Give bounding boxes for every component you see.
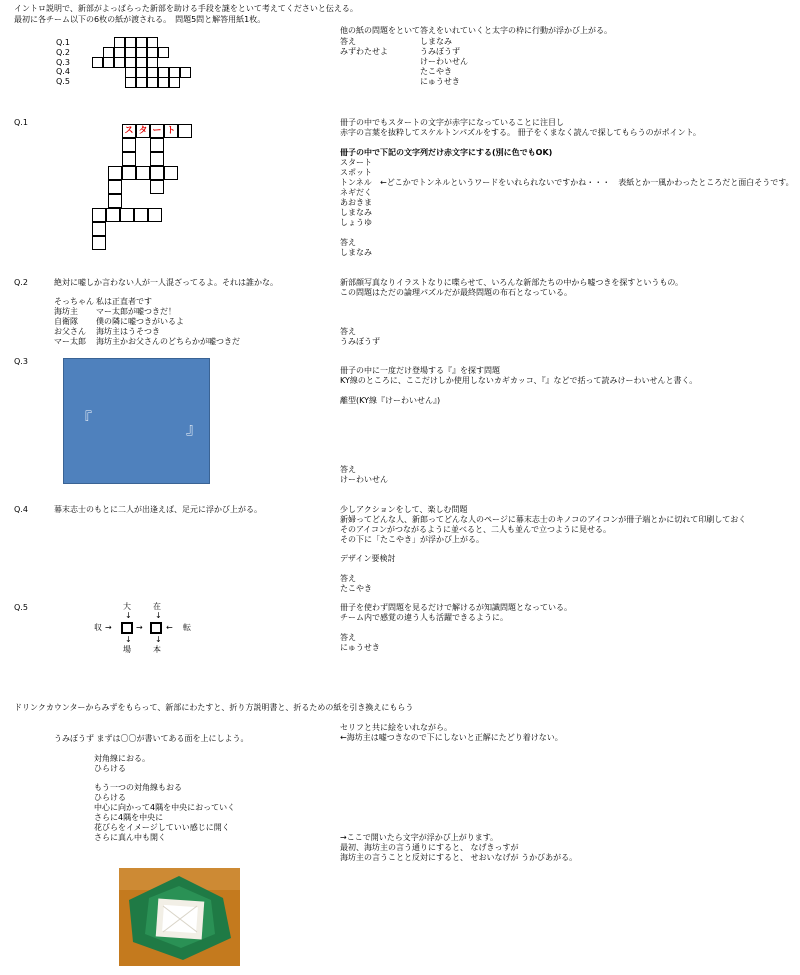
grid-cell <box>136 166 150 180</box>
arrow-right-icon: → <box>105 623 112 632</box>
grid-cell <box>158 77 169 88</box>
q1-word: スタート <box>340 158 372 167</box>
q2-speaker: 海坊主 <box>54 307 78 316</box>
mizuwataseru: みずわたせよ <box>340 47 388 56</box>
answer-sheet-label: Q.2 <box>56 48 70 57</box>
arrow-right-icon: → <box>136 623 143 632</box>
kanji-left: 収 <box>94 623 102 632</box>
grid-cell <box>122 152 136 166</box>
q2-speaker: 自衛隊 <box>54 317 78 326</box>
q4-desc: 新婦ってどんな人、新郎ってどんな人のページに幕末志士のキノコのアイコンが冊子端とかに切れて印刷しておく <box>340 515 747 524</box>
grid-cell <box>158 47 169 58</box>
q2-statement: 海坊主はうそつき <box>96 327 160 336</box>
q2-label: Q.2 <box>14 278 28 287</box>
answer-item: うみぼうず <box>420 47 460 56</box>
q3-answer: けーわいせん <box>340 475 388 484</box>
q3-desc: 離型(KY線『けーわいせん』) <box>340 396 441 405</box>
grid-cell <box>122 138 136 152</box>
answer-item: たこやき <box>420 67 452 76</box>
grid-cell <box>108 166 122 180</box>
q4-desc: その下に「たこやき」が浮かび上がる。 <box>340 535 484 544</box>
q1-word: あおきま <box>340 198 372 207</box>
q4-question: 幕末志士のもとに二人が出逢えば、足元に浮かび上がる。 <box>54 505 262 514</box>
grid-cell <box>108 194 122 208</box>
answer-item: しまなみ <box>420 37 452 46</box>
answer-item: にゅうせき <box>420 77 460 86</box>
q2-speaker: お父さん <box>54 327 86 336</box>
answer-sheet-label: Q.3 <box>56 58 70 67</box>
grid-cell <box>136 77 147 88</box>
q2-desc: 新部顔写真なりイラストなりに喋らせて、いろんな新部たちの中から嘘つきを探すというもの。 <box>340 278 684 287</box>
grid-cell <box>148 208 162 222</box>
drink-right-note: →ここで開いたら文字が浮かび上がります。 <box>340 833 499 842</box>
grid-cell <box>92 57 103 68</box>
origami-step: 花びらをイメージしていい感じに開く <box>94 823 230 832</box>
q1-bold-line: 冊子の中で下記の文字列だけ赤文字にする(別に色でもOK) <box>340 148 553 157</box>
q2-statement: 私は正直者です <box>96 297 152 306</box>
blank-box <box>121 622 133 634</box>
origami-step: ひらける <box>94 793 126 802</box>
answer-label: 答え <box>340 238 356 247</box>
arrow-down-icon: ↓ <box>125 611 132 620</box>
grid-cell <box>108 180 122 194</box>
grid-cell <box>150 166 164 180</box>
grid-cell: ス <box>122 124 136 138</box>
close-bracket: 』 <box>186 419 203 438</box>
q2-desc: この問題はただの論理パズルだが最終問題の布石となっている。 <box>340 288 572 297</box>
grid-cell <box>92 208 106 222</box>
grid-cell: タ <box>136 124 150 138</box>
q4-desc: そのアイコンがつながるように並べると、二人も並んで立つように見せる。 <box>340 525 611 534</box>
grid-cell <box>178 124 192 138</box>
origami-step: さらに真ん中も開く <box>94 833 166 842</box>
kanji-bottom-1: 場 <box>123 645 131 654</box>
drink-right-note: 最初、海坊主の言う通りにすると、 なげきっすが <box>340 843 519 852</box>
q1-word: しょうゆ <box>340 218 372 227</box>
grid-cell <box>180 67 191 78</box>
origami-step: もう一つの対角線もおる <box>94 783 182 792</box>
arrow-down-icon: ↓ <box>155 635 162 644</box>
kanji-top-2: 在 <box>153 602 161 611</box>
drink-right-note: ←海坊主は嘘つきなので下にしないと正解にたどり着けない。 <box>340 733 563 742</box>
q1-desc: 赤字の言葉を抜粋してスケルトンパズルをする。 冊子をくまなく読んで探してもらうのがポイント。 <box>340 128 701 137</box>
origami-step: ひらける <box>94 764 126 773</box>
q1-word: トンネル <box>340 178 372 187</box>
grid-cell <box>122 166 136 180</box>
q1-answer: しまなみ <box>340 248 372 257</box>
grid-cell <box>150 138 164 152</box>
arrow-down-icon: ↓ <box>155 611 162 620</box>
origami-photo <box>119 868 240 966</box>
answer-label: 答え <box>340 37 356 46</box>
q1-word: ネギだく <box>340 188 372 197</box>
q4-desc: 少しアクションをして、楽しむ問題 <box>340 505 468 514</box>
arrow-down-icon: ↓ <box>125 635 132 644</box>
q3-blue-box <box>63 358 210 484</box>
q2-statement: マー太郎が嘘つきだ！ <box>96 307 176 316</box>
answer-sheet-label: Q.1 <box>56 38 70 47</box>
q4-answer: たこやき <box>340 584 372 593</box>
kanji-top-1: 大 <box>123 602 131 611</box>
right-intro-line: 他の紙の問題をといて答えをいれていくと太字の枠に行動が浮かび上がる。 <box>340 26 612 35</box>
grid-cell <box>150 180 164 194</box>
grid-cell: ト <box>164 124 178 138</box>
q2-speaker: そっちゃん <box>54 297 94 306</box>
grid-cell <box>92 222 106 236</box>
drink-counter-line: ドリンクカウンターからみずをもらって、新部にわたすと、折り方説明書と、折るための紙を引き換えにもらう <box>14 703 414 712</box>
intro-line-1: イントロ説明で、新部がよっぱらった新部を助ける手段を謎をといて考えてくださいと伝える。 <box>14 4 358 13</box>
origami-instruction: うみぼうず まずは〇〇が書いてある面を上にしよう。 <box>54 734 249 743</box>
grid-cell <box>150 152 164 166</box>
drink-right-note: 海坊主の言うことと反対にすると、 せおいなげが うかびあがる。 <box>340 853 578 862</box>
grid-cell <box>125 77 136 88</box>
answer-label: 答え <box>340 465 356 474</box>
grid-cell <box>92 236 106 250</box>
q2-statement: 僕の隣に嘘つきがいるよ <box>96 317 184 326</box>
grid-cell <box>114 57 125 68</box>
open-bracket: 『 <box>76 409 93 428</box>
q1-desc: 冊子の中でもスタートの文字が赤字になっていることに注目し <box>340 118 564 127</box>
answer-item: けーわいせん <box>420 57 468 66</box>
q2-answer: うみぼうず <box>340 337 380 346</box>
q5-desc: チーム内で感覚の違う人も活躍できるように。 <box>340 613 508 622</box>
grid-cell <box>164 166 178 180</box>
origami-step: さらに4隅を中央に <box>94 813 164 822</box>
answer-label: 答え <box>340 327 356 336</box>
grid-cell <box>169 77 180 88</box>
q1-label: Q.1 <box>14 118 28 127</box>
q3-desc: 冊子の中に一度だけ登場する『』を探す問題 <box>340 366 500 375</box>
answer-label: 答え <box>340 574 356 583</box>
grid-cell <box>103 57 114 68</box>
grid-cell <box>147 77 158 88</box>
q2-statement: 海坊主かお父さんのどちらかが嘘つきだ <box>96 337 240 346</box>
kanji-bottom-2: 本 <box>153 645 161 654</box>
q1-tunnel-note: ←どこかでトンネルというワードをいれられないですかね・・・ 表紙とか一風かわったところだと面白そうです。 <box>380 178 794 187</box>
answer-sheet-label: Q.5 <box>56 77 70 86</box>
intro-line-2: 最初に各チーム以下の6枚の紙が渡される。 問題5問と解答用紙1枚。 <box>14 15 266 24</box>
grid-cell <box>106 208 120 222</box>
q1-word: しまなみ <box>340 208 372 217</box>
origami-photo-drawing <box>119 868 240 966</box>
grid-cell: ー <box>150 124 164 138</box>
origami-step: 中心に向かって4隅を中央におっていく <box>94 803 236 812</box>
q5-desc: 冊子を使わず問題を見るだけで解けるが知識問題となっている。 <box>340 603 572 612</box>
origami-step: 対角線におる。 <box>94 754 150 763</box>
grid-cell <box>120 208 134 222</box>
arrow-left-icon: ← <box>166 623 173 632</box>
answer-sheet-label: Q.4 <box>56 67 70 76</box>
kanji-right: 転 <box>183 623 191 632</box>
q5-label: Q.5 <box>14 603 28 612</box>
grid-cell <box>134 208 148 222</box>
q1-word: スポット <box>340 168 372 177</box>
blank-box <box>150 622 162 634</box>
drink-right-note: セリフと共に絵をいれながら。 <box>340 723 452 732</box>
q2-speaker: マー太郎 <box>54 337 86 346</box>
answer-label: 答え <box>340 633 356 642</box>
q5-answer: にゅうせき <box>340 643 380 652</box>
q3-desc: KY線のところに、ここだけしか使用しないカギカッコ、『』などで括って読みけーわいせんと書く。 <box>340 376 698 385</box>
q4-design-note: デザイン要検討 <box>340 554 396 563</box>
q2-question: 絶対に嘘しか言わない人が一人混ざってるよ。それは誰かな。 <box>54 278 278 287</box>
q4-label: Q.4 <box>14 505 28 514</box>
q3-label: Q.3 <box>14 357 28 366</box>
